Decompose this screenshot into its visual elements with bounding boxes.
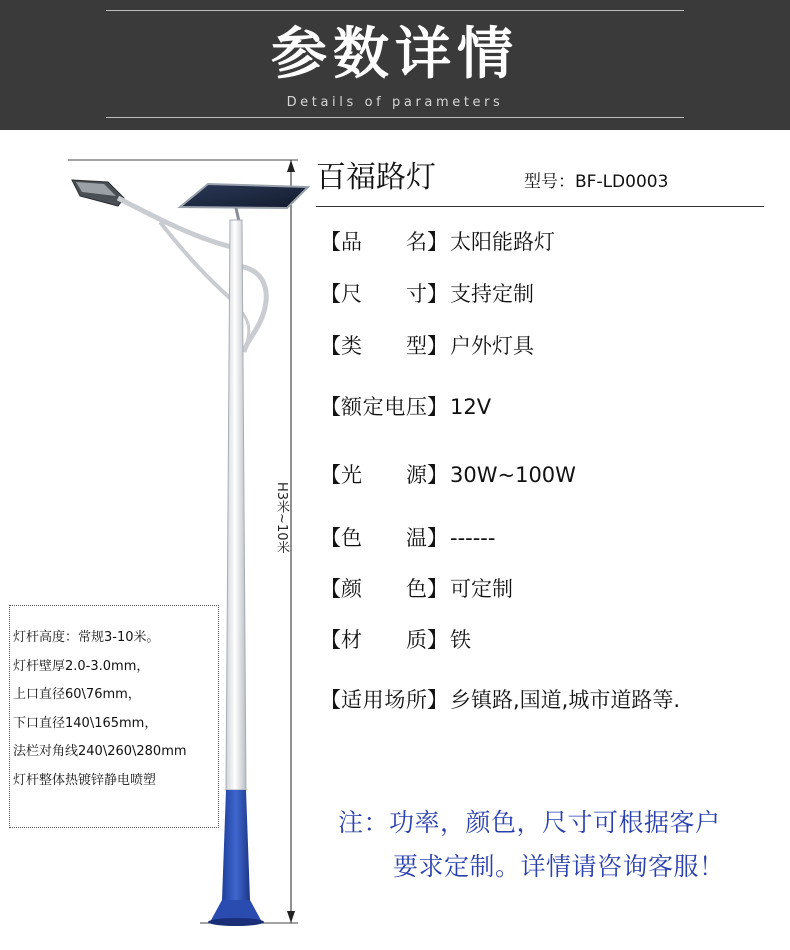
bracket-left: 【 [320,230,341,254]
attr-value: 乡镇路,国道,城市道路等. [450,688,681,712]
attr-value: 户外灯具 [450,334,534,358]
title-divider [316,206,764,207]
bracket-right: 】 [427,688,448,712]
attr-value: 可定制 [450,577,513,601]
bracket-left: 【 [320,463,341,487]
attr-value: 太阳能路灯 [450,230,555,254]
bracket-left: 【 [320,526,341,550]
attr-row-application [320,683,680,717]
attr-row-voltage [320,390,491,424]
height-dimension-label: H3米~10米 [274,482,289,554]
lamp-head [72,180,124,206]
bracket-right: 】 [427,230,448,254]
attr-value: 支持定制 [450,282,534,306]
bracket-left: 【 [320,334,341,358]
spec-note-line: 法栏对角线240\260\280mm [13,744,187,759]
custom-notice-line-2: 要求定制。详情请咨询客服！ [393,852,725,881]
bracket-left: 【 [320,395,341,419]
lamp-arm [118,198,266,352]
bracket-left: 【 [320,577,341,601]
attr-key: 色 温 [341,526,427,550]
bracket-right: 】 [427,577,448,601]
bracket-right: 】 [427,282,448,306]
spec-note-line: 灯杆整体热镀锌静电喷塑 [13,772,157,788]
bracket-right: 】 [427,526,448,550]
attr-value: 30W~100W [450,463,576,487]
banner-rule-top [106,10,684,11]
bracket-right: 】 [427,395,448,419]
spec-note-line: 上口直径60\76mm， [13,687,141,702]
bracket-right: 】 [427,463,448,487]
attr-row-light-source [320,458,576,492]
banner-rule-bottom [106,117,684,118]
page-subtitle: Details of parameters [286,95,504,110]
attr-key: 类 型 [341,334,427,358]
bracket-left: 【 [320,688,341,712]
custom-notice-line-1: 注：功率，颜色，尺寸可根据客户 [338,808,721,837]
bracket-right: 】 [427,628,448,652]
attr-key: 材 质 [341,628,427,652]
attr-row-color [320,572,513,606]
attr-row-name [320,225,555,259]
product-model: 型号：BF-LD0003 [524,172,669,192]
header-banner [0,0,790,130]
page-title: 参数详情 [271,22,519,87]
solar-panel [180,184,308,226]
attr-key: 尺 寸 [341,282,427,306]
attr-value: 12V [450,395,492,419]
attr-row-color-temp [320,521,495,555]
attr-key: 光 源 [341,463,427,487]
spec-note-line: 灯杆高度：常规3-10米。 [13,630,160,645]
attr-row-size [320,277,534,311]
attr-key: 颜 色 [341,577,427,601]
attr-key: 额定电压 [341,395,427,419]
spec-note-line: 下口直径140\165mm， [13,715,158,731]
attr-row-material [320,623,471,657]
attr-key: 适用场所 [341,688,427,712]
bracket-left: 【 [320,282,341,306]
spec-note-box [9,605,219,828]
bracket-left: 【 [320,628,341,652]
pole-shaft [226,220,246,790]
product-name: 百福路灯 [316,160,436,195]
attr-key: 品 名 [341,230,427,254]
attr-value: ------ [450,526,496,550]
bracket-right: 】 [427,334,448,358]
attr-row-type [320,329,534,363]
spec-note-line: 灯杆壁厚2.0-3.0mm， [13,658,150,674]
attr-value: 铁 [450,628,471,652]
